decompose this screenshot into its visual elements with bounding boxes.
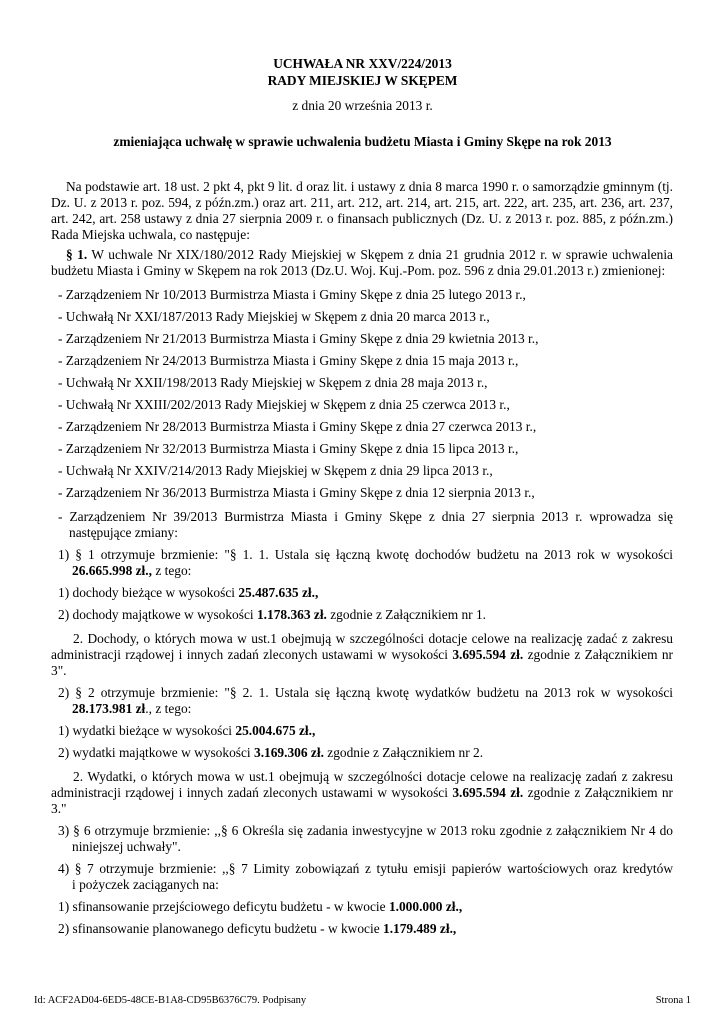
change-3-line-2: niniejszej uchwały". xyxy=(72,839,181,854)
amendment-item: - Zarządzeniem Nr 24/2013 Burmistrza Miasta i Gminy Skępe z dnia 15 maja 2013 r., xyxy=(58,353,519,368)
amendment-item: - Zarządzeniem Nr 21/2013 Burmistrza Miasta i Gminy Skępe z dnia 29 kwietnia 2013 r., xyxy=(58,331,539,346)
change-1-para-2-line-1: 2. Dochody, o których mowa w ust.1 obejmują w szczególności dotacje celowe na realizację zadać z zakresu xyxy=(73,631,673,646)
change-1-item-2: 2) dochody majątkowe w wysokości 1.178.363 zł. zgodnie z Załącznikiem nr 1. xyxy=(58,607,487,622)
resolution-subject: zmieniająca uchwałę w sprawie uchwalenia budżetu Miasta i Gminy Skępe na rok 2013 xyxy=(113,134,612,149)
resolution-date: z dnia 20 września 2013 r. xyxy=(292,98,433,113)
intro-line-3: art. 242, art. 258 ustawy z dnia 27 sierpnia 2009 r. o finansach publicznych (Dz. U. z 2013 r. poz. 885, z późn.zm.) xyxy=(51,211,673,226)
change-2-para-2-line-1: 2. Wydatki, o których mowa w ust.1 obejmują w szczególności dotacje celowe na realizację zadań z zakresu xyxy=(73,769,673,784)
intro-line-4: Rada Miejska uchwala, co następuje: xyxy=(51,227,250,242)
title-line-1: UCHWAŁA NR XXV/224/2013 xyxy=(273,56,452,71)
change-4-item-2: 2) sfinansowanie planowanego deficytu budżetu - w kwocie 1.179.489 zł., xyxy=(58,921,457,936)
change-1-para-2-line-3: 3". xyxy=(51,663,67,678)
resolution-title xyxy=(0,55,725,89)
change-4-item-1: 1) sfinansowanie przejściowego deficytu budżetu - w kwocie 1.000.000 zł., xyxy=(58,899,463,914)
document-id: Id: ACF2AD04-6ED5-48CE-B1A8-CD95B6376C79. Podpisany xyxy=(34,995,307,1006)
page-number: Strona 1 xyxy=(655,995,691,1006)
intro-line-1: Na podstawie art. 18 ust. 2 pkt 4, pkt 9 lit. d oraz lit. i ustawy z dnia 8 marca 1990 r. o samorządzie gminnym (tj. xyxy=(66,179,673,194)
amendment-item: - Uchwałą Nr XXII/198/2013 Rady Miejskiej w Skępem z dnia 28 maja 2013 r., xyxy=(58,375,488,390)
change-1-item-1: 1) dochody bieżące w wysokości 25.487.635 zł., xyxy=(58,585,319,600)
change-2-para-2-line-2: administracji rządowej i innych zadań zleconych ustawami w wysokości 3.695.594 zł. zgodnie z Załącznikiem nr xyxy=(51,785,673,800)
paragraph-1-line-1: § 1. W uchwale Nr XIX/180/2012 Rady Miejskiej w Skępem z dnia 21 grudnia 2012 r. w sprawie uchwalenia xyxy=(66,247,673,262)
amendment-item-last-line-1: - Zarządzeniem Nr 39/2013 Burmistrza Miasta i Gminy Skępe z dnia 27 sierpnia 2013 r. wprowadza się xyxy=(58,509,673,524)
amendment-item: - Zarządzeniem Nr 10/2013 Burmistrza Miasta i Gminy Skępe z dnia 25 lutego 2013 r., xyxy=(58,287,526,302)
change-1-line-2: 26.665.998 zł., z tego: xyxy=(72,563,192,578)
amendment-item: - Uchwałą Nr XXIII/202/2013 Rady Miejskiej w Skępem z dnia 25 czerwca 2013 r., xyxy=(58,397,510,412)
change-1-line-1: 1) § 1 otrzymuje brzmienie: "§ 1. 1. Ustala się łączną kwotę dochodów budżetu na 2013 rok w wysokości xyxy=(58,547,673,562)
change-1-para-2-line-2: administracji rządowej i innych zadań zleconych ustawami w wysokości 3.695.594 zł. zgodnie z Załącznikiem nr xyxy=(51,647,673,662)
amendment-item: - Zarządzeniem Nr 32/2013 Burmistrza Miasta i Gminy Skępe z dnia 15 lipca 2013 r., xyxy=(58,441,519,456)
change-2-item-1: 1) wydatki bieżące w wysokości 25.004.675 zł., xyxy=(58,723,316,738)
change-2-line-2: 28.173.981 zł., z tego: xyxy=(72,701,192,716)
amendment-item: - Uchwałą Nr XXIV/214/2013 Rady Miejskiej w Skępem z dnia 29 lipca 2013 r., xyxy=(58,463,493,478)
intro-line-2: Dz. U. z 2013 r. poz. 594, z późn.zm.) oraz art. 211, art. 212, art. 214, art. 215, art. 222, art. 235, art. 236, art. 237, xyxy=(51,195,673,210)
change-4-line-2: i pożyczek zaciąganych na: xyxy=(72,877,219,892)
change-2-item-2: 2) wydatki majątkowe w wysokości 3.169.306 zł. zgodnie z Załącznikiem nr 2. xyxy=(58,745,484,760)
change-4-line-1: 4) § 7 otrzymuje brzmienie: ,,§ 7 Limity zobowiązań z tytułu emisji papierów wartościowych oraz kredytów xyxy=(58,861,673,876)
change-3-line-1: 3) § 6 otrzymuje brzmienie: ,,§ 6 Określa się zadania inwestycyjne w 2013 roku zgodnie z załącznikiem Nr 4 do xyxy=(58,823,673,838)
paragraph-1-line-2: budżetu Miasta i Gminy w Skępem na rok 2013 (Dz.U. Woj. Kuj.-Pom. poz. 596 z dnia 29.01.2013 r.) zmienionej: xyxy=(51,263,666,278)
change-2-para-2-line-3: 3." xyxy=(51,801,67,816)
amendment-item-last-line-2: następujące zmiany: xyxy=(69,525,178,540)
change-2-line-1: 2) § 2 otrzymuje brzmienie: "§ 2. 1. Ustala się łączną kwotę wydatków budżetu na 2013 rok w wysokości xyxy=(58,685,673,700)
paragraph-1-mark: § 1. xyxy=(66,247,88,262)
amendment-item: - Uchwałą Nr XXI/187/2013 Rady Miejskiej w Skępem z dnia 20 marca 2013 r., xyxy=(58,309,490,324)
title-line-2: RADY MIEJSKIEJ W SKĘPEM xyxy=(267,73,458,88)
amendment-item: - Zarządzeniem Nr 36/2013 Burmistrza Miasta i Gminy Skępe z dnia 12 sierpnia 2013 r., xyxy=(58,485,535,500)
amendment-item: - Zarządzeniem Nr 28/2013 Burmistrza Miasta i Gminy Skępe z dnia 27 czerwca 2013 r., xyxy=(58,419,537,434)
